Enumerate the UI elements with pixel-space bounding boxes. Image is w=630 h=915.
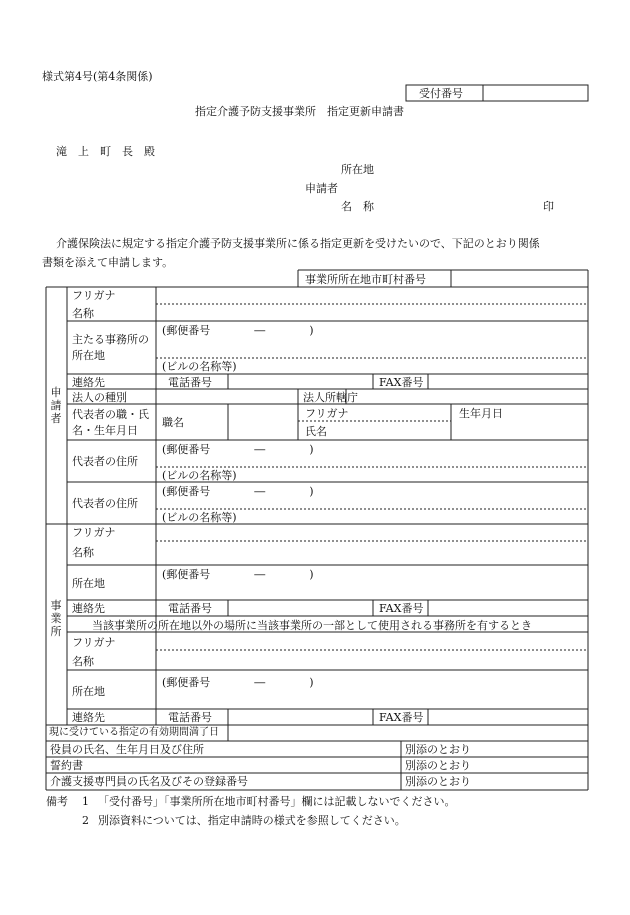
sub-office-phone-label: 電話番号 <box>168 711 212 724</box>
sub-office-contact-label: 連絡先 <box>72 711 105 724</box>
postal-code-label: (郵便番号 ― ) <box>162 324 314 337</box>
office-postal-label: (郵便番号 ― ) <box>162 568 314 581</box>
seal-mark: 印 <box>543 200 554 213</box>
body-text-line1: 介護保険法に規定する指定介護予防支援事業所に係る指定更新を受けたいので、下記のとおり関係 <box>56 237 540 250</box>
pledge-value: 別添のとおり <box>405 759 471 772</box>
applicant-label: 申請者 <box>305 182 338 195</box>
care-managers-label: 介護支援専門員の氏名及びその登録番号 <box>50 775 248 788</box>
office-address-label: 所在地 <box>72 577 105 590</box>
rep-furigana-label: フリガナ <box>305 407 349 420</box>
rep-address2-label: 代表者の住所 <box>72 497 138 510</box>
main-office-address-label-2: 所在地 <box>72 349 105 362</box>
birthdate-label: 生年月日 <box>459 407 503 420</box>
applicant-furigana-label: フリガナ <box>72 289 116 302</box>
sub-office-name-label: 名称 <box>72 655 94 668</box>
office-contact-label: 連絡先 <box>72 602 105 615</box>
office-name-label: 名称 <box>72 546 94 559</box>
applicant-name-label: 名称 <box>72 307 94 320</box>
body-text-line2: 書類を添えて申請します。 <box>42 256 174 269</box>
notes-label: 備考 <box>46 795 68 808</box>
rep2-postal-label: (郵便番号 ― ) <box>162 485 314 498</box>
contact-label: 連絡先 <box>72 376 105 389</box>
rep-fullname-label: 氏名 <box>305 425 327 438</box>
municipality-number-field[interactable] <box>453 272 586 285</box>
sub-office-note: 当該事業所の所在地以外の場所に当該事業所の一部として使用される事務所を有するとき <box>92 619 532 632</box>
corporation-type-label: 法人の種別 <box>72 391 127 404</box>
sub-office-address-label: 所在地 <box>72 685 105 698</box>
rep2-building-label: (ビルの名称等) <box>162 511 237 524</box>
note-1-number: 1 <box>82 795 89 808</box>
addressee: 滝 上 町 長 殿 <box>56 145 155 158</box>
officers-value: 別添のとおり <box>405 743 471 756</box>
rep-postal-label: (郵便番号 ― ) <box>162 443 314 456</box>
municipality-number-label: 事業所所在地市町村番号 <box>305 273 426 286</box>
position-label: 職名 <box>162 416 184 429</box>
fax-field[interactable] <box>430 376 586 388</box>
receipt-number-label: 受付番号 <box>419 87 463 100</box>
sub-office-furigana-label: フリガナ <box>72 636 116 649</box>
applicant-name-field[interactable] <box>160 289 585 319</box>
office-furigana-label: フリガナ <box>72 526 116 539</box>
expiry-date-field[interactable] <box>230 727 586 739</box>
expiry-date-label: 現に受けている指定の有効期間満了日 <box>49 727 219 738</box>
note-1: 「受付番号」「事業所所在地市町村番号」欄には記載しないでください。 <box>98 795 456 808</box>
representative-label-2: 名・生年月日 <box>72 424 138 437</box>
office-phone-label: 電話番号 <box>168 602 212 615</box>
officers-label: 役員の氏名、生年月日及び住所 <box>50 743 204 756</box>
rep-address-label: 代表者の住所 <box>72 455 138 468</box>
section-applicant: 申 請 者 <box>50 386 62 425</box>
fax-label: FAX番号 <box>379 376 424 389</box>
form-number: 様式第4号(第4条関係) <box>42 70 153 83</box>
phone-field[interactable] <box>230 376 371 388</box>
receipt-number-field[interactable] <box>485 87 585 99</box>
name-label: 名 称 <box>341 200 374 213</box>
sub-office-fax-label: FAX番号 <box>379 711 424 724</box>
representative-label-1: 代表者の職・氏 <box>72 408 149 421</box>
rep-building-label: (ビルの名称等) <box>162 469 237 482</box>
note-2: 別添資料については、指定申請時の様式を参照してください。 <box>98 814 406 827</box>
main-office-address-label-1: 主たる事務所の <box>72 333 149 346</box>
phone-label: 電話番号 <box>168 376 212 389</box>
form-title: 指定介護予防支援事業所 指定更新申請書 <box>195 105 404 118</box>
address-label: 所在地 <box>341 163 374 176</box>
care-managers-value: 別添のとおり <box>405 775 471 788</box>
sub-office-postal-label: (郵便番号 ― ) <box>162 676 314 689</box>
section-office: 事 業 所 <box>50 599 62 638</box>
note-2-number: 2 <box>82 814 89 827</box>
pledge-label: 誓約書 <box>50 759 83 772</box>
office-fax-label: FAX番号 <box>379 602 424 615</box>
building-name-label: (ビルの名称等) <box>162 360 237 373</box>
corporation-authority-label: 法人所轄庁 <box>303 391 358 404</box>
